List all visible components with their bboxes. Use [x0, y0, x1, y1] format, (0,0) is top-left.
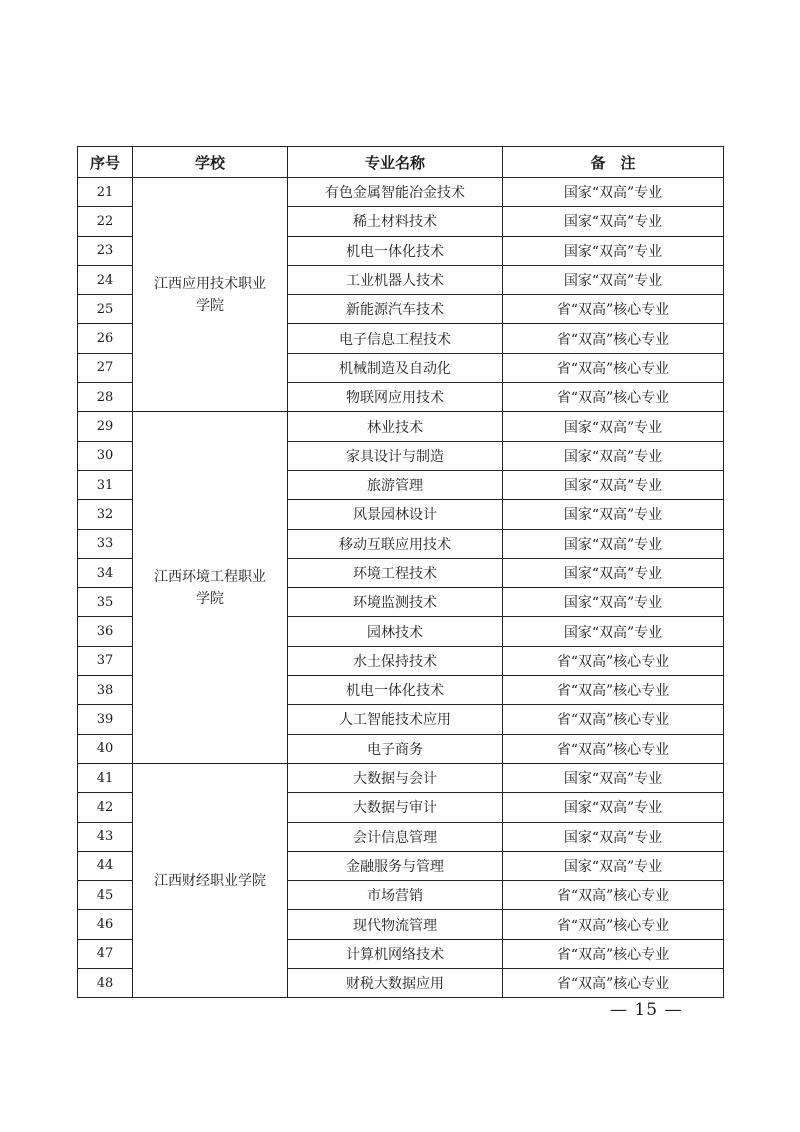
row-number: 26: [78, 324, 133, 353]
note: 省“双高”核心专业: [503, 734, 724, 763]
page-number: — 15 —: [610, 1000, 683, 1020]
row-number: 31: [78, 470, 133, 499]
note: 省“双高”核心专业: [503, 324, 724, 353]
major-name: 电子信息工程技术: [288, 324, 503, 353]
row-number: 23: [78, 236, 133, 265]
major-name: 林业技术: [288, 412, 503, 441]
school-name-line1: 江西环境工程职业: [154, 568, 266, 585]
header-row: [78, 147, 724, 178]
major-name: 电子商务: [288, 734, 503, 763]
row-number: 29: [78, 412, 133, 441]
note: 省“双高”核心专业: [503, 295, 724, 324]
major-name: 稀土材料技术: [288, 207, 503, 236]
header-school: 学校: [133, 147, 288, 178]
row-number: 40: [78, 734, 133, 763]
school-name-line2: 学院: [196, 297, 224, 314]
school-name: [133, 763, 288, 997]
row-number: 21: [78, 178, 133, 207]
row-number: 22: [78, 207, 133, 236]
row-number: 25: [78, 295, 133, 324]
major-name: 家具设计与制造: [288, 441, 503, 470]
note: 国家“双高”专业: [503, 178, 724, 207]
note: 省“双高”核心专业: [503, 969, 724, 998]
row-number: 43: [78, 822, 133, 851]
major-name: 园林技术: [288, 617, 503, 646]
row-number: 24: [78, 265, 133, 294]
major-name: 现代物流管理: [288, 910, 503, 939]
note: 国家“双高”专业: [503, 529, 724, 558]
row-number: 42: [78, 793, 133, 822]
major-name: 水土保持技术: [288, 646, 503, 675]
major-name: 移动互联应用技术: [288, 529, 503, 558]
major-name: 旅游管理: [288, 470, 503, 499]
note: 省“双高”核心专业: [503, 881, 724, 910]
major-name: 人工智能技术应用: [288, 705, 503, 734]
row-number: 41: [78, 763, 133, 792]
majors-table: [77, 146, 724, 998]
note: 国家“双高”专业: [503, 793, 724, 822]
note: 省“双高”核心专业: [503, 383, 724, 412]
note: 国家“双高”专业: [503, 500, 724, 529]
row-number: 39: [78, 705, 133, 734]
major-name: 风景园林设计: [288, 500, 503, 529]
note: 国家“双高”专业: [503, 558, 724, 587]
note: 省“双高”核心专业: [503, 676, 724, 705]
major-name: 市场营销: [288, 881, 503, 910]
row-number: 35: [78, 588, 133, 617]
major-name: 金融服务与管理: [288, 851, 503, 880]
note: 国家“双高”专业: [503, 617, 724, 646]
major-name: 环境监测技术: [288, 588, 503, 617]
note: 国家“双高”专业: [503, 822, 724, 851]
major-name: 机电一体化技术: [288, 676, 503, 705]
row-number: 32: [78, 500, 133, 529]
row-number: 30: [78, 441, 133, 470]
row-number: 28: [78, 383, 133, 412]
school-name-line1: 江西财经职业学院: [154, 872, 266, 889]
row-number: 37: [78, 646, 133, 675]
note: 国家“双高”专业: [503, 412, 724, 441]
note: 国家“双高”专业: [503, 207, 724, 236]
school-name-line2: 学院: [196, 590, 224, 607]
note: 省“双高”核心专业: [503, 939, 724, 968]
major-name: 会计信息管理: [288, 822, 503, 851]
note: 省“双高”核心专业: [503, 705, 724, 734]
major-name: 计算机网络技术: [288, 939, 503, 968]
row-number: 27: [78, 353, 133, 382]
note: 国家“双高”专业: [503, 470, 724, 499]
row-number: 46: [78, 910, 133, 939]
row-number: 33: [78, 529, 133, 558]
row-number: 48: [78, 969, 133, 998]
school-name: [133, 412, 288, 764]
note: 国家“双高”专业: [503, 236, 724, 265]
table-row: [78, 412, 724, 441]
note: 国家“双高”专业: [503, 588, 724, 617]
major-name: 机械制造及自动化: [288, 353, 503, 382]
row-number: 38: [78, 676, 133, 705]
note: 省“双高”核心专业: [503, 910, 724, 939]
table-body: [78, 178, 724, 998]
header-major: 专业名称: [288, 147, 503, 178]
note: 国家“双高”专业: [503, 851, 724, 880]
school-name: [133, 178, 288, 412]
header-no: 序号: [78, 147, 133, 178]
row-number: 36: [78, 617, 133, 646]
major-name: 大数据与会计: [288, 763, 503, 792]
row-number: 34: [78, 558, 133, 587]
note: 省“双高”核心专业: [503, 353, 724, 382]
note: 国家“双高”专业: [503, 763, 724, 792]
school-name-line1: 江西应用技术职业: [154, 275, 266, 292]
major-name: 工业机器人技术: [288, 265, 503, 294]
table-row: [78, 763, 724, 792]
row-number: 45: [78, 881, 133, 910]
major-name: 机电一体化技术: [288, 236, 503, 265]
header-note: 备 注: [503, 147, 724, 178]
major-name: 大数据与审计: [288, 793, 503, 822]
major-name: 财税大数据应用: [288, 969, 503, 998]
major-name: 环境工程技术: [288, 558, 503, 587]
major-name: 新能源汽车技术: [288, 295, 503, 324]
major-name: 有色金属智能冶金技术: [288, 178, 503, 207]
note: 省“双高”核心专业: [503, 646, 724, 675]
table-row: [78, 178, 724, 207]
note: 国家“双高”专业: [503, 265, 724, 294]
row-number: 44: [78, 851, 133, 880]
note: 国家“双高”专业: [503, 441, 724, 470]
major-name: 物联网应用技术: [288, 383, 503, 412]
row-number: 47: [78, 939, 133, 968]
